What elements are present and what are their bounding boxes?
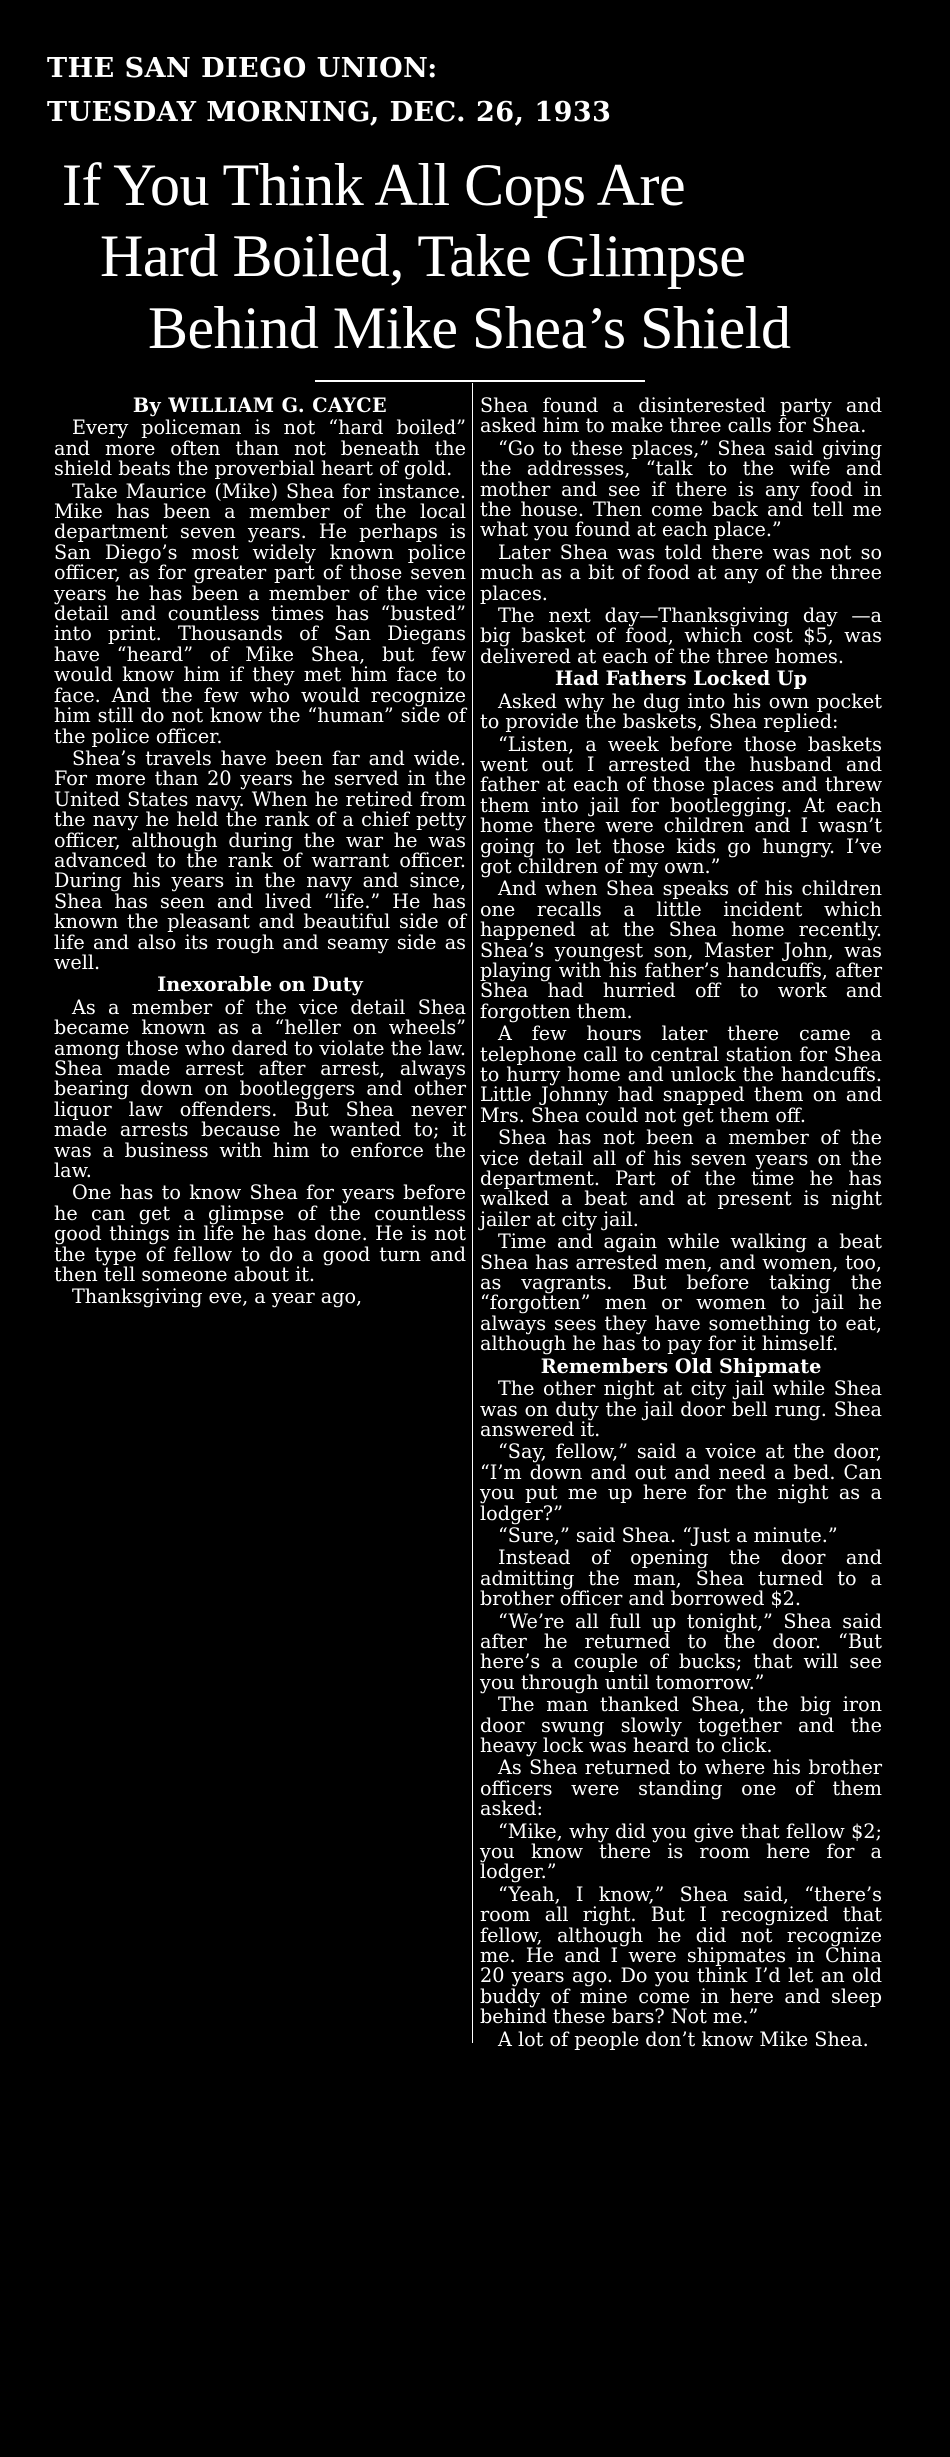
paragraph: As a member of the vice detail Shea became known as a “heller on wheels” among those who dared to violate the law. Shea made arrest after arrest, always bearing down on bootleggers and other liquor law offenders. But Shea never made arrests because he wanted to; it was a business with him to enforce the law. <box>54 995 466 1183</box>
paragraph: The other night at city jail while Shea was on duty the jail door bell rung. Shea answered it. <box>480 1377 882 1441</box>
headline-line-2: Hard Boiled, Take Glimpse <box>100 223 746 289</box>
byline: By WILLIAM G. CAYCE <box>132 394 388 417</box>
paragraph: Asked why he dug into his own pocket to provide the baskets, Shea replied: <box>480 689 882 734</box>
paragraph: Shea’s travels have been far and wide. For more than 20 years he served in the United States navy. When he retired from the navy he held the rank of a chief petty officer, although during the war he was advanced to the rank of warrant officer. During his years in the navy and since, Shea has seen and lived “life.” He has known the pleasant and beautiful side of life and also its rough and seamy side as well. <box>54 746 466 974</box>
headline-line-1: If You Think All Cops Are <box>62 152 686 218</box>
paragraph: Shea has not been a member of the vice detail all of his seven years on the department. Part of the time he has walked a beat and at present is night jailer at city jail. <box>480 1126 882 1231</box>
paragraph: Shea found a disinterested party and asked him to make three calls for Shea. <box>480 394 882 438</box>
paragraph: Thanksgiving eve, a year ago, <box>72 1285 363 1309</box>
paragraph: A few hours later there came a telephone call to central station for Shea to hurry home and unlock the handcuffs. Little Johnny had snapped them on and Mrs. Shea could not get them off. <box>480 1022 882 1127</box>
paragraph: “We’re all full up tonight,” Shea said after he returned to the door. “But here’s a couple of bucks; that will see you through until tomorrow.” <box>480 1609 882 1694</box>
paragraph: Take Maurice (Mike) Shea for instance. Mike has been a member of the local department seven years. He perhaps is San Diego’s most widely known police officer, as for greater part of those seven years he has been a member of the vice detail and countless times has “busted” into print. Thousands of San Diegans have “heard” of Mike Shea, but few would know him if they met him face to face. And the few who would recognize him still do not know the “human” side of the police officer. <box>54 479 466 748</box>
paragraph: “Mike, why did you give that fellow $2; you know there is room here for a lodger.” <box>480 1819 882 1884</box>
column-divider <box>472 383 473 2043</box>
paragraph: “Yeah, I know,” Shea said, “there’s room all right. But I recognized that fellow, although he did not recognize me. He and I were shipmates in China 20 years ago. Do you think I’d let an old buddy of mine come in here and sleep behind these bars? Not me.” <box>480 1882 882 2029</box>
subheading: Remembers Old Shipmate <box>540 1354 822 1378</box>
paragraph: As Shea returned to where his brother officers were standing one of them asked: <box>480 1756 882 1821</box>
paragraph: Later Shea was told there was not so much as a bit of food at any of the three places. <box>480 540 882 605</box>
headline-rule <box>315 380 645 382</box>
paragraph: Instead of opening the door and admitting the man, Shea turned to a brother officer and borrowed $2. <box>480 1546 882 1611</box>
paragraph: Every policeman is not “hard boiled” and more often than not beneath the shield beats the proverbial heart of gold. <box>54 416 466 481</box>
article-column-2 <box>480 396 882 2052</box>
paragraph: A lot of people don’t know Mike Shea. <box>498 2027 869 2051</box>
paragraph: The man thanked Shea, the big iron door swung slowly together and the heavy lock was heard to click. <box>480 1693 882 1757</box>
publication-date: TUESDAY MORNING, DEC. 26, 1933 <box>47 97 612 128</box>
paragraph: “Listen, a week before those baskets went out I arrested the husband and father at each of those places and threw them into jail for bootlegging. At each home there were children and I wasn’t going to let those kids go hungry. I’ve got children of my own.” <box>480 732 882 878</box>
subheading: Had Fathers Locked Up <box>555 667 807 691</box>
newspaper-name: THE SAN DIEGO UNION: <box>47 53 438 84</box>
paragraph: “Go to these places,” Shea said giving the addresses, “talk to the wife and mother and see if there is any food in the house. Then come back and tell me what you found at each place.” <box>480 436 882 542</box>
paragraph: “Sure,” said Shea. “Just a minute.” <box>498 1523 838 1547</box>
paragraph: “Say, fellow,” said a voice at the door, “I’m down and out and need a bed. Can you put me up here for the night as a lodger?” <box>480 1440 882 1525</box>
paragraph: One has to know Shea for years before he can get a glimpse of the countless good things in life he has done. He is not the type of fellow to do a good turn and then tell someone about it. <box>54 1181 466 1287</box>
subheading: Inexorable on Duty <box>157 973 363 997</box>
headline-line-3: Behind Mike Shea’s Shield <box>148 295 791 361</box>
paragraph: Time and again while walking a beat Shea has arrested men, and women, too, as vagrants. But before taking the “forgotten” men or women to jail he always sees they have something to eat, although he has to pay for it himself. <box>480 1230 882 1356</box>
paragraph: The next day—Thanksgiving day —a big basket of food, which cost $5, was delivered at each of the three homes. <box>480 604 882 668</box>
article-column-1 <box>54 396 466 1310</box>
paragraph: And when Shea speaks of his children one recalls a little incident which happened at the Shea home recently. Shea’s youngest son, Master John, was playing with his father’s handcuffs, after Shea had hurried off to work and forgotten them. <box>480 877 882 1023</box>
